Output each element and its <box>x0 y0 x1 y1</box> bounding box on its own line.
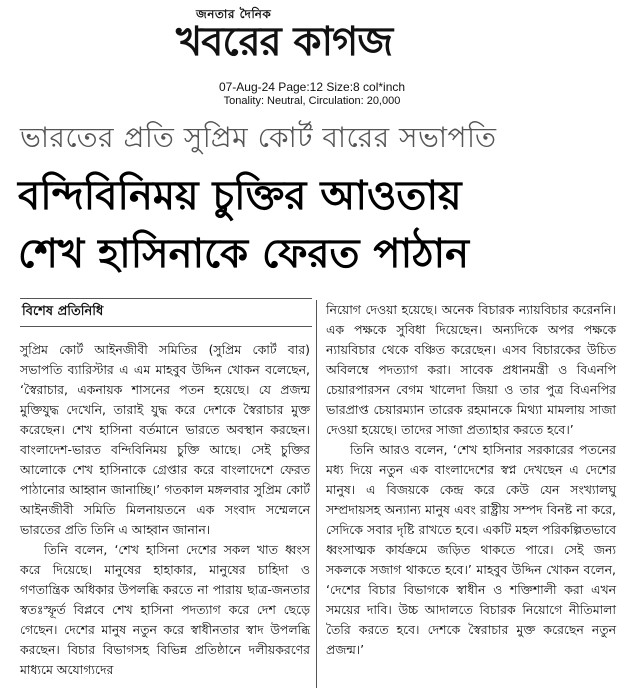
byline-rule-bottom <box>20 326 312 327</box>
column-divider <box>316 300 317 688</box>
left-paragraph-1: সুপ্রিম কোর্ট আইনজীবী সমিতির (সুপ্রিম কোর্ট বার) সভাপতি ব্যারিস্টার এ এম মাহবুব উদ্দিন খোকন বলেছেন, ‘স্বৈরাচার, একনায়ক শাসনের পতন হয়েছে। যে প্রজন্ম মুক্তিযুদ্ধ দেখেনি, তারাই যুদ্ধ করে দেশকে স্বৈরাচার মুক্ত করেছেন। শেখ হাসিনা বর্তমানে ভারতে অবস্থান করছেন। বাংলাদেশ-ভারত বন্দিবিনিময় চুক্তি আছে। সেই চুক্তির আলোকে শেখ হাসিনাকে গ্রেপ্তার করে বাংলাদেশে ফেরত পাঠানোর আহ্বান জানাচ্ছি।’ গতকাল মঙ্গলবার সুপ্রিম কোর্ট আইনজীবী সমিতি মিলনায়তনে এক সংবাদ সম্মেলনে ভারতের প্রতি তিনি এ আহ্বান জানান। <box>20 342 310 537</box>
clipping-tonality: Tonality: Neutral, Circulation: 20,000 <box>223 95 401 107</box>
left-paragraph-2: তিনি বলেন, ‘শেখ হাসিনা দেশের সকল খাত ধ্বংস করে দিয়েছে। মানুষের হাহাকার, মানুষের চাহিদা ও গণতান্ত্রিক অধিকার উপলব্ধি করতে না পারায় ছাত্র-জনতার স্বতঃস্ফূর্ত বিপ্লবে শেখ হাসিনা পদত্যাগ করে দেশ ছেড়ে গেছেন। দেশের মানুষ নতুন করে স্বাধীনতার স্বাদ উপলব্ধি করছেন। বিচার বিভাগসহ বিভিন্ন প্রতিষ্ঠানে দলীয়করণের মাধ্যমে অযোগ্যদের <box>20 542 310 677</box>
article-kicker: ভারতের প্রতি সুপ্রিম কোর্ট বারের সভাপতি <box>20 121 497 154</box>
right-paragraph-1: নিয়োগ দেওয়া হয়েছে। অনেক বিচারক ন্যায়বিচার করেননি। এক পক্ষকে সুবিধা দিয়েছেন। অন্যদিকে অপর পক্ষকে ন্যায়বিচার থেকে বঞ্চিত করেছেন। এসব বিচারকের উচিত অবিলম্বে পদত্যাগ করা। সাবেক প্রধানমন্ত্রী ও বিএনপি চেয়ারপারসন বেগম খালেদা জিয়া ও তার পুত্র বিএনপির ভারপ্রাপ্ত চেয়ারম্যান তারেক রহমানকে মিথ্যা মামলায় সাজা দেওয়া হয়েছে। তাদের সাজা প্রত্যাহার করতে হবে।’ <box>326 302 616 437</box>
newspaper-tagline: জনতার দৈনিক <box>196 7 272 21</box>
headline-line-1: বন্দিবিনিময় চুক্তির আওতায় <box>18 173 462 219</box>
article-column-right <box>326 300 616 660</box>
newspaper-name: খবরের কাগজ <box>176 19 393 65</box>
headline-line-2: শেখ হাসিনাকে ফেরত পাঠান <box>18 231 470 277</box>
byline: বিশেষ প্রতিনিধি <box>22 304 104 319</box>
article-column-left <box>20 340 310 680</box>
right-paragraph-2: তিনি আরও বলেন, ‘শেখ হাসিনার সরকারের পতনের মধ্য দিয়ে নতুন এক বাংলাদেশের স্বপ্ন দেখছেন এ দেশের মানুষ। এ বিজয়কে কেন্দ্র করে কেউ যেন সংখ্যালঘু সম্প্রদায়সহ অন্যান্য মানুষ এবং রাষ্ট্রীয় সম্পদ বিনষ্ট না করে, সেদিকে সবার দৃষ্টি রাখতে হবে। একটি মহল পরিকল্পিতভাবে ধ্বংসাত্মক কার্যক্রমে জড়িত থাকতে পারে। সেই জন্য সকলকে সজাগ থাকতে হবে।’ মাহবুব উদ্দিন খোকন বলেন, ‘দেশের বিচার বিভাগকে স্বাধীন ও শক্তিশালী করা এখন সময়ের দাবি। উচ্চ আদালতে বিচারক নিয়োগে নীতিমালা তৈরি করতে হবে। দেশকে স্বৈরাচার মুক্ত করেছেন নতুন প্রজন্ম।’ <box>326 442 616 657</box>
clipping-meta: 07-Aug-24 Page:12 Size:8 col*inch <box>218 80 406 94</box>
byline-rule-top <box>20 298 312 299</box>
